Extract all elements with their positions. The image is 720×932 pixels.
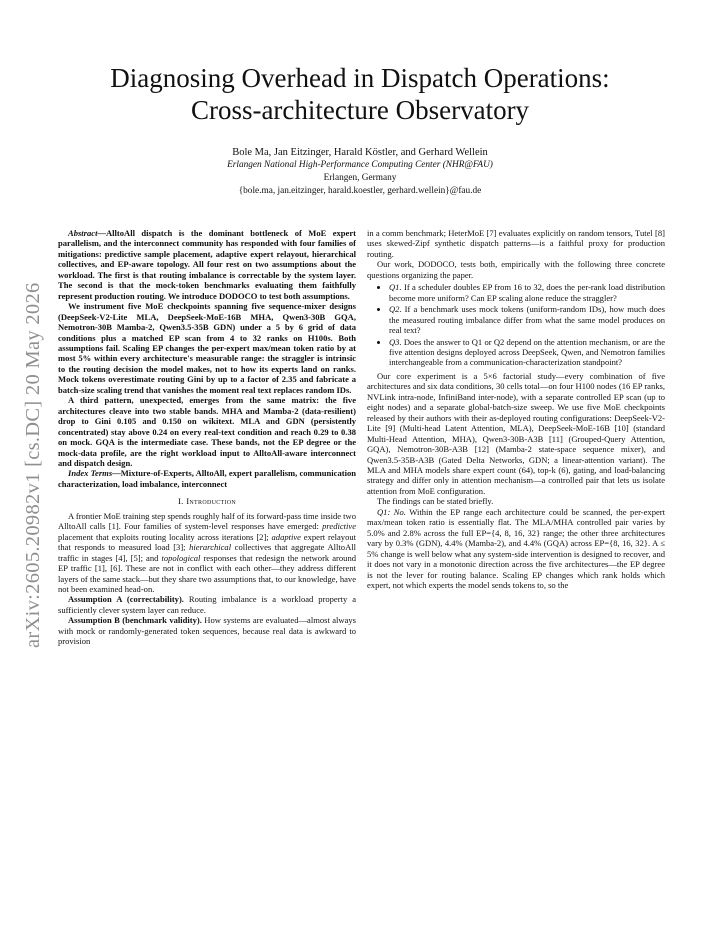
research-questions-list — [367, 282, 665, 368]
intro-paragraph-1: A frontier MoE training step spends roughly half of its forward-pass time inside two AlltoAll calls [1]. Four families of system-level responses have emerged: predictive placement that exploits routing locality across iterations [2]; adaptive expert relayout that responds to measured load [3]; hierarchical collectives that aggregate AlltoAll traffic in stages [4], [5]; and topological responses that redesign the network around EP traffic [1], [6]. These are not in conflict with each other—they address different layers of the same stack—but they share two assumptions that, to our knowledge, have not been examined head-on. — [58, 510, 356, 594]
question-1: • Q1. If a scheduler doubles EP from 16 to 32, does the per-rank load distribution become more uniform? Can EP scaling alone reduce the straggler? — [389, 282, 665, 303]
core-experiment-paragraph: Our core experiment is a 5×6 factorial study—every combination of five architectures and six data conditions, 30 cells total—on four H100 nodes (16 EP ranks, NVLink intra-node, InfiniBand inter-node), with a separate controlled EP scan (up to eight nodes) and a separate global-batch-size sweep. We use five MoE checkpoints released by their authors with their as-deployed routing configurations: DeepSeek-V2-Lite [9] (Multi-head Latent Attention, MLA), DeepSeek-MoE-16B [10] (standard Multi-Head Attention, MHA), Qwen3-30B-A3B [11] (Grouped-Query Attention, GQA), Nemotron-30B-A3B [12] (Mamba-2 state-space sequence mixer), and Qwen3.5-35B-A3B (Gated Delta Networks, GDN; a linear-attention variant). The MLA and MHA models share expert count (64), top-k (6), gating, and load-balancing strategy and differ only in attention mechanism—a controlled pair that lets us isolate attention from MoE configuration. — [367, 370, 665, 496]
assumption-a: Assumption A (correctability). Routing imbalance is a workload property a sufficiently clever system layer can reduce. — [58, 594, 356, 615]
finding-q1: Q1: No. Within the EP range each architecture could be scanned, the per-expert max/mean token ratio is essentially flat. The MLA/MHA controlled pair varies by 5.0% and 2.8% across the full EP={4, 8, 16, 32} range; the other three architectures vary by 0.3% (GDN), 4.4% (Mamba-2), and 4.4% (GQA) across EP={8, 16, 32}. A ≤ 5% change is well below what any system-side intervention is designed to recover, and it does not vary in a monotonic direction across the five architectures—the EP degree is not the lever for routing balance. Scaling EP changes which rank holds which expert, not which experts the model sends tokens to, so the — [367, 506, 665, 590]
abstract-paragraph-1: Abstract—AlltoAll dispatch is the dominant bottleneck of MoE expert parallelism, and the interconnect community has responded with four families of mitigations: predictive sample placement, adaptive expert relayout, hierarchical collectives, and EP-aware topology. All four rest on two assumptions about the workload. The first is that routing imbalance is correctable by the system layer. The second is that the mock-token benchmarks evaluating them faithfully represent production routing. We introduce DODOCO to test both assumptions. — [58, 228, 356, 301]
intro-continued: in a comm benchmark; HeterMoE [7] evaluates explicitly on random tensors, Tutel [8] uses skewed-Zipf synthetic dispatch patterns—is a faithful proxy for production routing. — [367, 228, 665, 259]
question-3: • Q3. Does the answer to Q1 or Q2 depend on the attention mechanism, or are the five attention designs deployed across DeepSeek, Qwen, and Nemotron families interchangeable from a communication-characterization standpoint? — [389, 337, 665, 368]
research-questions-intro: Our work, DODOCO, tests both, empirically with the following three concrete questions organizing the paper. — [367, 259, 665, 280]
author-list: Bole Ma, Jan Eitzinger, Harald Köstler, and Gerhard Wellein — [232, 147, 488, 158]
paper-title — [60, 62, 660, 126]
email-list: {bole.ma, jan.eitzinger, harald.koestler, gerhard.wellein}@fau.de — [238, 186, 482, 196]
right-column — [367, 228, 665, 590]
assumption-b: Assumption B (benchmark validity). How systems are evaluated—almost always with mock or randomly-generated token sequences, because real data is awkward to provision — [58, 615, 356, 647]
left-column — [58, 228, 356, 647]
abstract-label: Abstract— — [68, 228, 106, 238]
findings-intro: The findings can be stated briefly. — [377, 496, 494, 507]
affiliation: Erlangen National High-Performance Computing Center (NHR@FAU) — [227, 160, 493, 170]
question-2: • Q2. If a benchmark uses mock tokens (uniform-random IDs), how much does the measured routing imbalance differ from what the same model produces on real text? — [389, 304, 665, 335]
index-terms-label: Index Terms — [68, 468, 113, 479]
section-heading-introduction: I. Introduction — [177, 496, 237, 507]
location: Erlangen, Germany — [323, 173, 397, 183]
title-line-2: Cross-architecture Observatory — [190, 95, 530, 125]
arxiv-watermark: arXiv:2605.20982v1 [cs.DC] 20 May 2026 — [22, 282, 44, 648]
index-terms: Index Terms—Mixture-of-Experts, AlltoAll, expert parallelism, communication characterization, load imbalance, interconnect — [58, 468, 356, 489]
title-line-1: Diagnosing Overhead in Dispatch Operations: — [110, 63, 610, 93]
abstract-paragraph-3: A third pattern, unexpected, emerges from the same matrix: the five architectures cleave into two stable bands. MHA and Mamba-2 (data-resilient) drop to Gini 0.105 and 0.150 on wikitext. MLA and GDN (persistently concentrated) stay above 0.24 on every real-text condition and reach 0.29 to 0.38 on mock. GQA is the intermediate case. These bands, not the EP degree or the mock-data profile, are the right workload input to AlltoAll-aware interconnect and dispatch design. — [58, 395, 356, 468]
abstract-paragraph-2: We instrument five MoE checkpoints spanning five sequence-mixer designs (DeepSeek-V2-Lite MLA, DeepSeek-MoE-16B MHA, Qwen3-30B GQA, Nemotron-30B Mamba-2, Qwen3.5-35B GDN) under a 5 by 6 grid of data conditions plus a matched EP scan from 4 to 32 ranks on H100s. Both assumptions fail. Scaling EP changes the per-expert max/mean token ratio by at most 5% within every architecture's measurable range: the straggler is intrinsic to the routing decision the model makes, not to how its experts land on ranks. Mock tokens overestimate routing Gini by up to a factor of 2.35 and fabricate a batch-size scaling trend that vanishes the moment real text replaces random IDs. — [58, 301, 356, 395]
